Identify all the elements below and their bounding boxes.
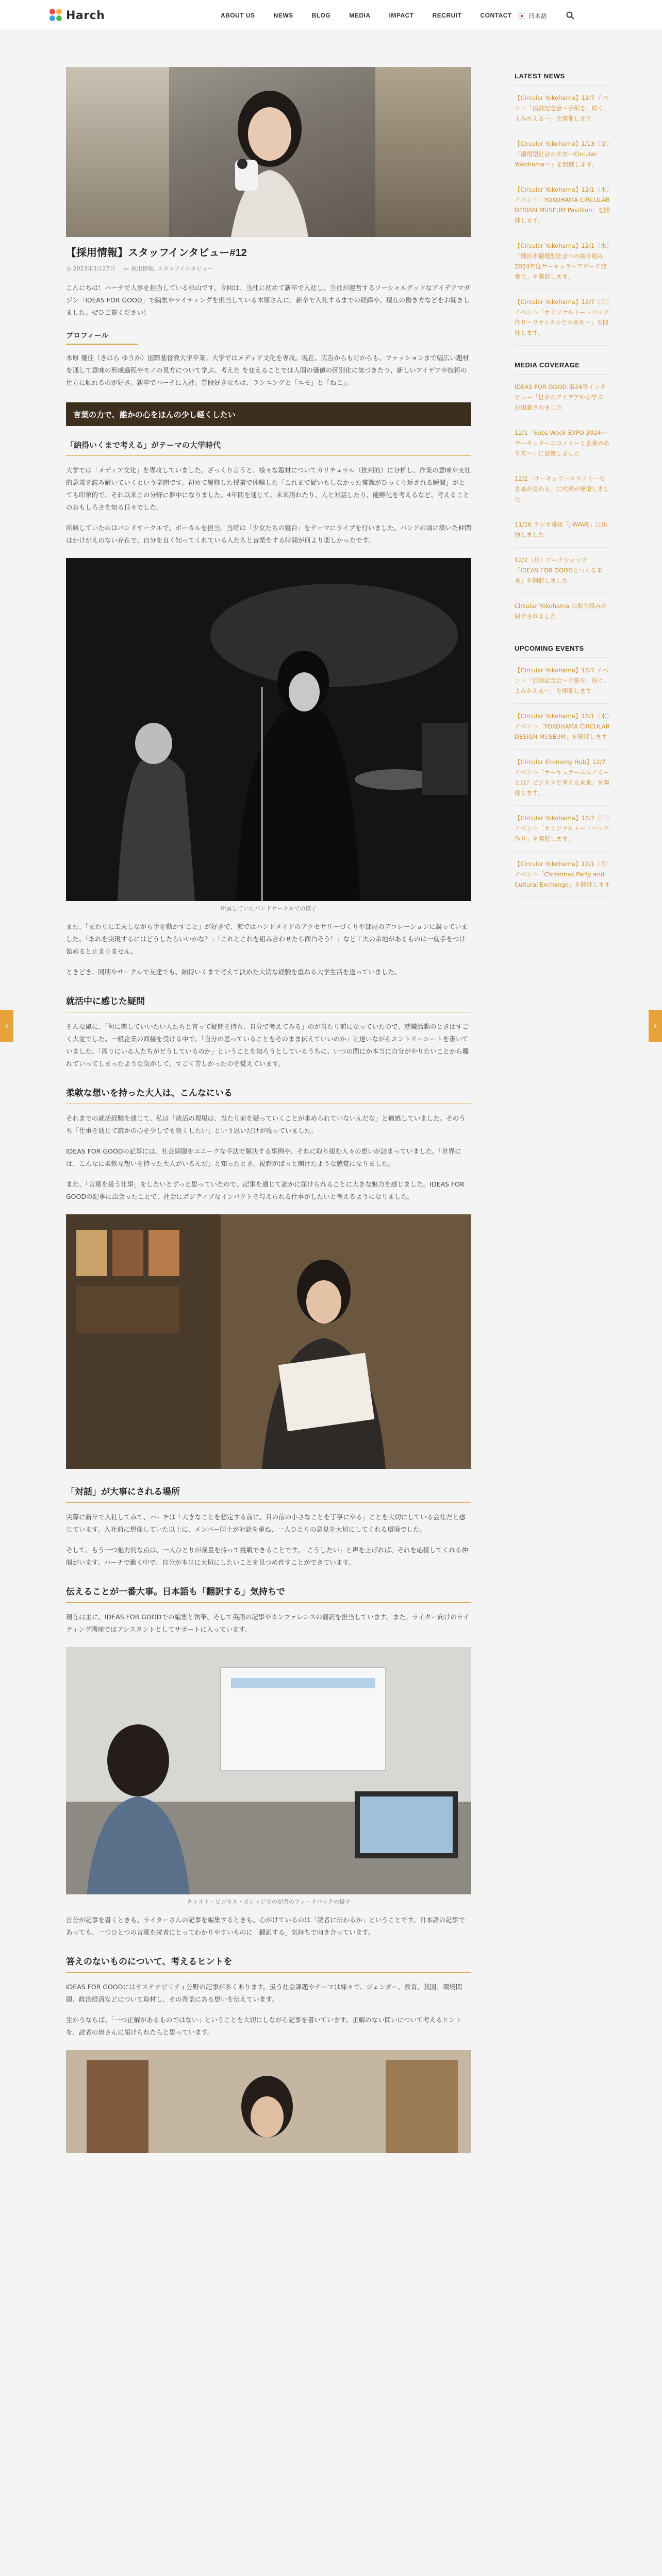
language-label: 日本語 <box>528 12 548 20</box>
photo-caption: キャスト・ビジネス・カレッジでの記者のフィードバックの様子 <box>187 1899 351 1905</box>
paragraph: IDEAS FOR GOODにはサステナビリティ分野の記事が多くあります。扱う社会課題やテーマは様々で、ジェンダー、教育、貧困、環境問題、政治経済などについて取材し、その背景にある想いを伝えています。 <box>66 1983 462 2003</box>
media-coverage-item[interactable]: 11/16 ラジオ番組「J-WAVE」に出演しました <box>515 512 610 548</box>
next-post-arrow-icon[interactable]: › <box>649 1010 662 1042</box>
section-heading-dialogue: 「対話」が大事にされる場所 <box>66 1484 471 1503</box>
nav-impact[interactable]: IMPACT <box>389 12 414 19</box>
latest-news-item[interactable]: 【Circular Yokohama】12/1（木）イベント「YOKOHAMA CIRCULAR DESIGN MUSEUM Pavillion」を開催します。 <box>515 177 610 233</box>
upcoming-event-item[interactable]: 【Circular Yokohama】12/1（木）イベント「YOKOHAMA CIRCULAR DESIGN MUSEUM」を開催します <box>515 704 610 750</box>
reading-scene <box>66 1214 471 1469</box>
hero-image <box>66 67 471 237</box>
paragraph: ときどき、同期やサークルで友達でも、納得いくまで考えて決めた大切な経験を重ねる大学生活を送っていました。 <box>66 968 401 976</box>
staff-photo-person <box>221 67 319 237</box>
latest-news-item[interactable]: 【Circular Yokohama】12/1（水）「横浜市循環型社会への取り組み2024年度サーキュラーアワード発表会」を開催します。 <box>515 233 610 290</box>
section-heading-job-hunting: 就活中に感じた疑問 <box>66 994 471 1012</box>
paragraph: IDEAS FOR GOODの記事には、社会問題をユニークな手法で解決する事例や、それに取り組む人々の想いが詰まっていました。「世界には、こんなに柔軟な想いを持った大人がいるんだ」と知ったとき、視野がぱっと開けたような感覚になりました。 <box>66 1147 461 1167</box>
paragraph: そして、もう一つ魅力的な点は、一人ひとりが裁量を持って挑戦できることです。「こうしたい」と声を上げれば、それを応援してくれる仲間がいます。ハーチで働く中で、自分が本当に大切にしたいことを見つめ直すことができています。 <box>66 1546 469 1566</box>
section-heading-hints: 答えのないものについて、考えるヒントを <box>66 1954 471 1973</box>
paragraph: それまでの就活経験を通じて、私は「就活の現場は、当たり前を疑っていくことが求められていないんだな」と痛感していました。そのうち「仕事を通じて誰かの心を少しでも軽くしたい」という思いだけが残っていました。 <box>66 1114 466 1134</box>
nav-about[interactable]: ABOUT US <box>221 12 255 19</box>
section-heading-flexible-adults: 柔軟な想いを持った大人は、こんなにいる <box>66 1086 471 1104</box>
college-scene <box>66 1647 471 1894</box>
office-scene <box>66 2050 471 2153</box>
paragraph: 生かうならば、「一つ正解があるものではない」ということを大切にしながら記事を書いています。正解のない問いについて考えるヒントを、読者の皆さんに届けられたらと思っています。 <box>66 2016 462 2036</box>
language-switcher[interactable] <box>518 11 547 20</box>
magazine-reading-photo <box>66 1214 471 1469</box>
prev-post-arrow-icon[interactable]: ‹ <box>0 1010 13 1042</box>
section-heading-university: 「納得いくまで考える」がテーマの大学時代 <box>66 439 471 456</box>
upcoming-event-item[interactable]: 【Circular Economy Hub】12/7 イベント「サーキュラーエコノミーとは？ビジネスで考える未来」を開催します。 <box>515 750 610 806</box>
paragraph: また、「まわりに工夫しながら手を動かすこと」が好きで、家ではハンドメイドのアクセサリーづくりや部屋のデコレーションに凝っていました。「あれを実現するにはどうしたらいいかな？」「これとこれを組み合わせたら面白そう！」など工夫の余地があるものは一度手をつけ始めると止まりません。 <box>66 923 468 955</box>
section-heading-translate: 伝えることが一番大事。日本語も「翻訳する」気持ちで <box>66 1584 471 1603</box>
nav-media[interactable]: MEDIA <box>349 12 371 19</box>
category-meta[interactable] <box>124 264 213 273</box>
upcoming-events-widget <box>515 645 610 897</box>
paragraph: 所属していたのはバンドサークルで、ボーカルを担当。当時は「少女たちの寝台」をテーマにライブを行いました。バンドの頃に築いた仲間はかけがえのない存在で、自分を良く知ってくれている人たちと音楽をする時間が何より楽しかったです。 <box>66 524 471 544</box>
paragraph: また、「言葉を扱う仕事」をしたいとずっと思っていたので、記事を通じて誰かに届けられることに大きな魅力を感じました。IDEAS FOR GOODの記事に出会ったことで、社会にポジティブなインパクトを与えられる仕事がしたいと考えるようになりました。 <box>66 1180 465 1200</box>
band-scene <box>66 558 471 901</box>
upcoming-event-item[interactable]: 【Circular Yokohama】12/1（月）イベント「Christmas Party and Cultural Exchange」を開催します <box>515 852 610 897</box>
date-meta <box>66 264 115 273</box>
nav-contact[interactable]: CONTACT <box>480 12 512 19</box>
article <box>66 67 471 2153</box>
japan-flag-icon <box>518 13 525 19</box>
upcoming-event-item[interactable]: 【Circular Yokohama】12/7（日）イベント「オリジナルトートバッグ作り」を開催します。 <box>515 806 610 852</box>
latest-news-item[interactable]: 【Circular Yokohama】12/7（日）イベント「オリジナルトートバッグ作り〜リサイクルで未来を〜」を開催します。 <box>515 290 610 346</box>
latest-news-item[interactable]: 【Circular Yokohama】12/7 イベント「活動記念会〜手紙を、紡ぐ、よみかえる〜」を開催します <box>515 86 610 131</box>
folder-icon: ▭ <box>123 265 129 272</box>
latest-news-widget <box>515 72 610 346</box>
paragraph: 実際に新卒で入社してみて、ハーチは「大きなことを想定する前に、目の前の小さなことを丁寧にやる」ことを大切にしている会社だと感じています。入社前に想像していた以上に、メンバー同士が対話を重ね、一人ひとりの意見を大切にしてくれる環境でした。 <box>66 1513 466 1533</box>
clock-icon: ◷ <box>66 265 71 272</box>
media-coverage-item[interactable]: Circular Yokohama の取り組みが紹介されました <box>515 594 610 629</box>
media-coverage-item[interactable]: 12/1「Sobs Week EXPO 2024〜サーキュラーエコノミーと企業のあり方〜」に登壇しました <box>515 420 610 466</box>
article-category: 採用情報, スタッフインタビュー <box>131 265 213 272</box>
paragraph: 現在は主に、IDEAS FOR GOODでの編集と執筆、そして英語の記事やカンファレンスの翻訳を担当しています。また、ライター向けのライティング講座ではアシスタントとしてサポートに入っています。 <box>66 1613 470 1633</box>
upcoming-event-item[interactable]: 【Circular Yokohama】12/7 イベント「活動記念会〜手紙を、紡ぐ、よみかえる〜」を開催します <box>515 658 610 704</box>
college-feedback-photo <box>66 1647 471 1894</box>
article-banner-heading: 言葉の力で、誰かの心をほんの少し軽くしたい <box>66 402 471 426</box>
logo-text: Harch <box>66 9 105 22</box>
nav-recruit[interactable]: RECRUIT <box>432 12 462 19</box>
profile-text: 木原 優佳（きはら ゆうか）国際基督教大学卒業。大学ではメディア文化を専攻。現在、広告からも町からも、ファッションまで幅広い題材を通して意味の形成過程やモノの見方について学ぶ。考えた を変えることでは人間の価値の区別化に気づきたり、新しいアイデアや技術の仕方に触れるのが好き。新卒でハーチに入社。普段好きなもは、ランニングと「エモ」と「ねこ」。 <box>66 354 469 386</box>
nav-blog[interactable]: BLOG <box>311 12 331 19</box>
article-intro: こんにちは！ハーチで人事を担当している杉山です。今回は、当社に初めて新卒で入社し、当社が運営するソーシャルグッドなアイデアマガジン「IDEAS FOR GOOD」で編集やライティングを担当している木原さんに、新卒で入社するまでの経緯や、現在の働き方などをお聞きしました。ぜひご覧ください！ <box>66 284 470 316</box>
media-coverage-item[interactable]: 12/2（月）ワークショップ「IDEAS FOR GOODとつくる未来」を開催しました <box>515 548 610 594</box>
paragraph: 大学では「メディア文化」を専攻していました。ざっくり言うと、様々な題材についてカリチュラル（批判的）に分析し、作業の意味や支社的意義を読み解いていくという学問です。初めて履修した授業で体験した「これまで疑いもしなかった常識がひっくり返される瞬間」がとても印象的で、それ以来この分野に夢中になりました。4年間を通じて、未来語れたり、人と対話したり、能孵化を考えるなど、考えることのおもしろさを知る日々でした。 <box>66 466 471 511</box>
paragraph: そんな風に、「何に関していいたい人たちと言って疑問を持ち、自分で考えてみる」のが当たり前になっていたので、就職活動のときはすごく大変でした。一般企業の面接を受ける中で、「自分の思っていることをそのまま伝えていいのか」と迷いながらエントリーシートを書いていました。「周りにいる人たちがどうしているのか」ということを知ろうとしているうちに、いつの間にか本当に自分がやりたいことから離れていってしまったような気がして、すごく苦しかったのを覚えています。 <box>66 1023 469 1067</box>
profile-heading: プロフィール <box>66 330 138 345</box>
latest-news-heading: LATEST NEWS <box>515 72 610 86</box>
nav-news[interactable]: NEWS <box>273 12 293 19</box>
media-coverage-widget <box>515 361 610 629</box>
upcoming-events-heading: UPCOMING EVENTS <box>515 645 610 658</box>
paragraph: 自分が記事を書くときも、ライターさんの記事を編集するときも、心がけているのは「読者に伝わるか」ということです。日本語の記事であっても、一つひとつの言葉を読者にとってわかりやすいものに「翻訳する」気持ちで向き合っています。 <box>66 1916 465 1936</box>
article-date: 2023年3月27日 <box>73 265 115 272</box>
band-photo <box>66 558 471 901</box>
article-meta <box>66 264 471 273</box>
media-coverage-item[interactable]: 12/2「サーキュラーエコノミーで企業が変わる」に代表が登壇しました <box>515 466 610 512</box>
office-photo <box>66 2050 471 2153</box>
main-nav <box>211 0 521 31</box>
media-coverage-item[interactable]: IDEAS FOR GOOD 第24号インタビュー「世界のアイデアから学ぶ」が掲載されました <box>515 375 610 420</box>
sidebar <box>515 72 610 913</box>
site-logo[interactable] <box>49 8 105 23</box>
article-title: 【採用情報】スタッフインタビュー#12 <box>66 247 247 259</box>
search-icon[interactable] <box>566 11 574 20</box>
photo-caption: 所属していたバンドサークルでの様子 <box>220 905 317 912</box>
logo-mark-icon <box>49 9 63 22</box>
site-header <box>0 0 662 31</box>
media-coverage-heading: MEDIA COVERAGE <box>515 361 610 375</box>
latest-news-item[interactable]: 【Circular Yokohama】1/13（金）「循環型社会の未来〜Circular Yokohama〜」を開催します。 <box>515 131 610 177</box>
